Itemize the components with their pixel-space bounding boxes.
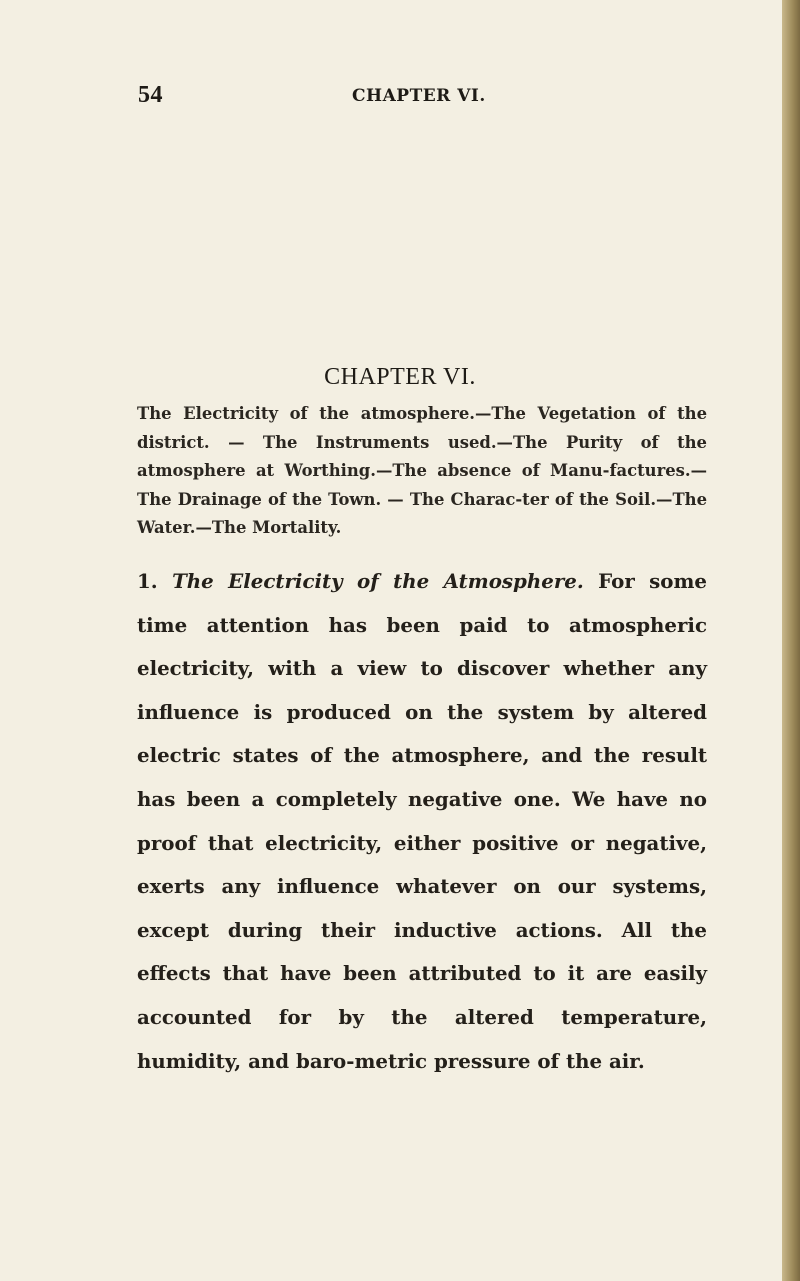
page-header [138,82,698,112]
section-title: The Electricity of the Atmosphere. [172,569,584,593]
chapter-summary: The Electricity of the atmosphere.—The Vegetation of the district. — The Instruments used.—The Purity of the atmosphere at Worthing.—The absence of Manu-factures.—The Drainage of the Town. — The Charac-ter of the Soil.—The Water.—The Mortality. [137,404,707,538]
running-head: CHAPTER VI. [352,86,486,106]
page-edge [782,0,800,1281]
section-paragraph [137,560,707,1083]
section-number: 1. [137,569,158,593]
page-number: 54 [138,82,163,108]
section-text: For some time attention has been paid to atmospheric electricity, with a view to discover whether any influence is produced on the system by altered electric states of the atmosphere, and the result has been a completely negative one. We have no proof that electricity, either positive or negative, exerts any influence whatever on our systems, except during their inductive actions. All the effects that have been attributed to it are easily accounted for by the altered temperature, humidity, and baro-metric pressure of the air. [137,569,708,1073]
chapter-title: CHAPTER VI. [324,364,476,390]
